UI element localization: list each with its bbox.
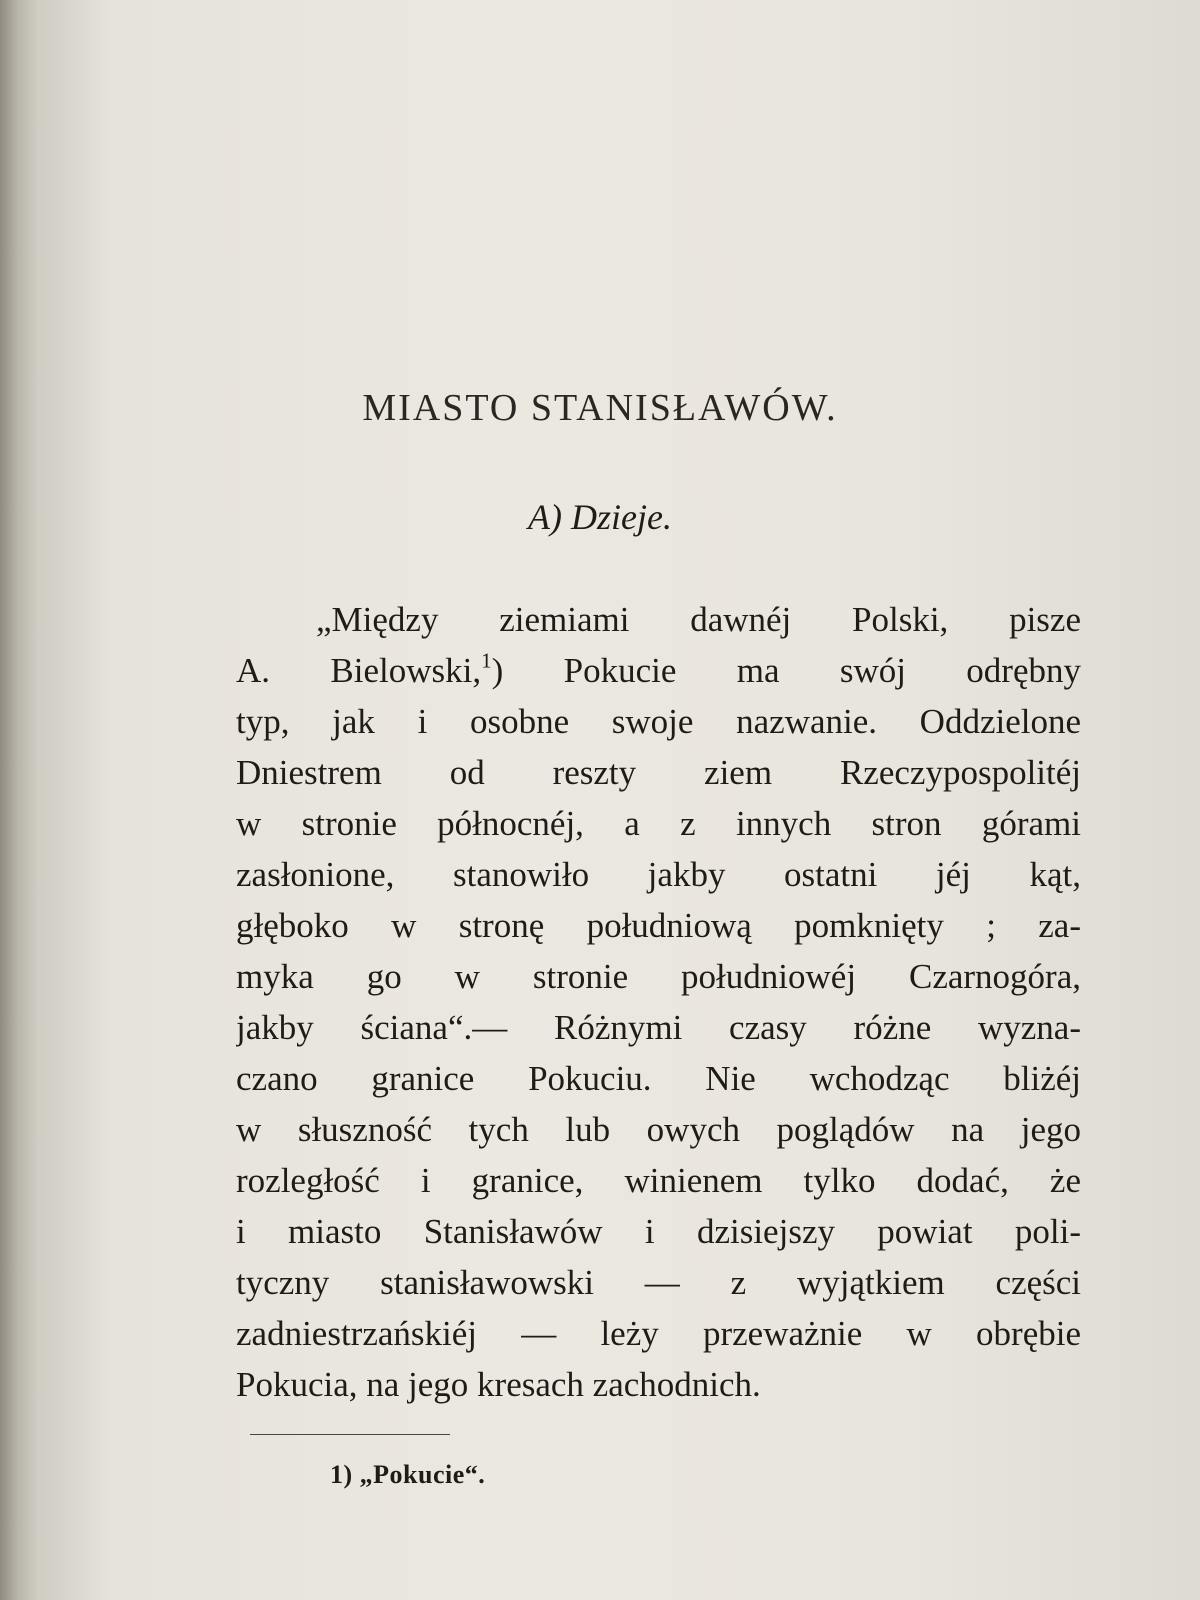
text-line: jakby ściana“.— Różnymi czasy różne wyzna- (236, 1008, 1081, 1047)
text-line: w stronie północnéj, a z innych stron górami (236, 804, 1081, 843)
text-line: czano granice Pokuciu. Nie wchodząc bliżéj (236, 1059, 1081, 1098)
text-line: myka go w stronie południowéj Czarnogóra, (236, 957, 1081, 996)
footnote-divider (250, 1434, 450, 1435)
text-line: Pokucia, na jego kresach zachodnich. (236, 1365, 761, 1404)
text-line (236, 645, 1081, 696)
text-line: „Między ziemiami dawnéj Polski, pisze (316, 600, 1081, 639)
section-heading (0, 496, 1200, 538)
text-line: zasłonione, stanowiło jakby ostatni jéj kąt, (236, 855, 1081, 894)
page-title: MIASTO STANISŁAWÓW. (362, 387, 838, 429)
section-label: A) (528, 497, 562, 537)
footnote-marker: 1 (481, 648, 492, 673)
section-title: Dzieje. (571, 497, 672, 537)
text-line: Dniestrem od reszty ziem Rzeczypospolitéj (236, 753, 1081, 792)
text-line: głęboko w stronę południową pomknięty ; za- (236, 906, 1081, 945)
text-line: zadniestrzańskiéj — leży przeważnie w obrębie (236, 1314, 1081, 1353)
text-line: i miasto Stanisławów i dzisiejszy powiat poli- (236, 1212, 1081, 1251)
book-spine-shadow (0, 0, 40, 1600)
text-line: rozległość i granice, winienem tylko dodać, że (236, 1161, 1081, 1200)
text-line-head: A. Bielowski, (236, 651, 482, 690)
footnote: 1) „Pokucie“. (330, 1460, 486, 1489)
text-line: w słuszność tych lub owych poglądów na jego (236, 1110, 1081, 1149)
text-line: tyczny stanisławowski — z wyjątkiem części (236, 1263, 1081, 1302)
text-line-tail: ) Pokucie ma swój odrębny (491, 651, 1081, 690)
body-paragraph (236, 594, 1081, 1410)
text-line: typ, jak i osobne swoje nazwanie. Oddzielone (236, 702, 1081, 741)
